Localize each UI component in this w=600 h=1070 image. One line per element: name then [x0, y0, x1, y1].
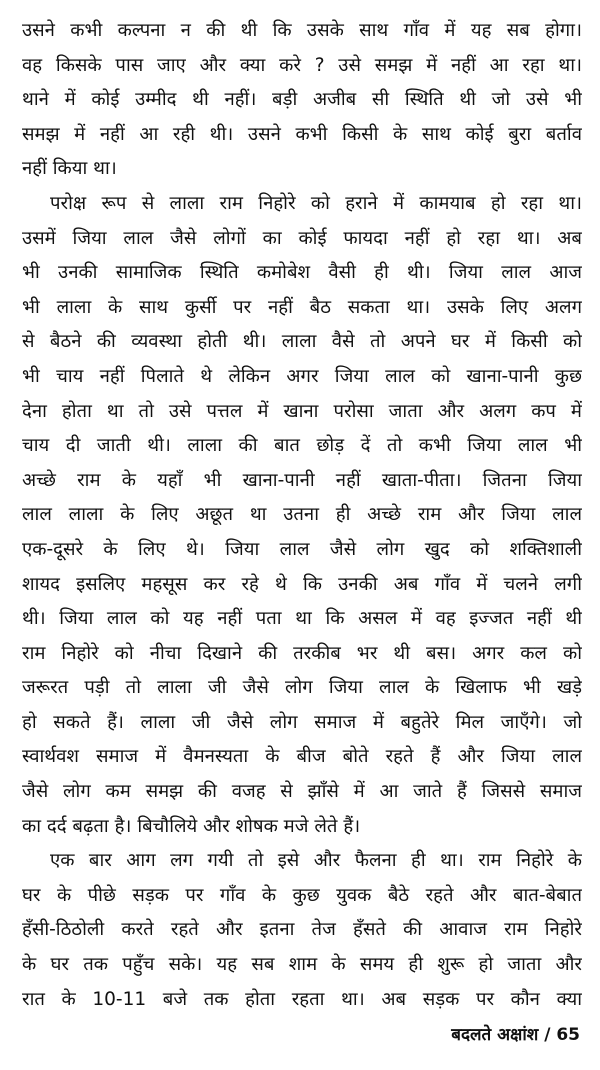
text-line: नहीं किया था। [22, 158, 117, 180]
page-footer: बदलते अक्षांश / 65 [451, 1025, 580, 1045]
text-line: के घर तक पहुँच सके। यह सब शाम के समय ही शुरू हो जाता और [22, 954, 582, 976]
text-line: एक बार आग लग गयी तो इसे और फैलना ही था। राम निहोरे के [50, 850, 582, 872]
text-line: समझ में नहीं आ रही थी। उसने कभी किसी के साथ कोई बुरा बर्ताव [22, 123, 582, 145]
text-line: राम निहोरे को नीचा दिखाने की तरकीब भर थी बस। अगर कल को [22, 642, 582, 664]
text-line: परोक्ष रूप से लाला राम निहोरे को हराने में कामयाब हो रहा था। [50, 192, 582, 214]
text-line: थी। जिया लाल को यह नहीं पता था कि असल में वह इज्जत नहीं थी [22, 608, 582, 630]
text-line: लाल लाला के लिए अछूत था उतना ही अच्छे राम और जिया लाल [22, 504, 582, 526]
text-line: भी उनकी सामाजिक स्थिति कमोबेश वैसी ही थी। जिया लाल आज [22, 262, 582, 284]
text-line: उसने कभी कल्पना न की थी कि उसके साथ गाँव में यह सब होगा। [22, 20, 582, 41]
text-line: घर के पीछे सड़क पर गाँव के कुछ युवक बैठे रहते और बात-बेबात [22, 884, 582, 906]
text-line: थाने में कोई उम्मीद थी नहीं। बड़ी अजीब सी स्थिति थी जो उसे भी [22, 89, 582, 111]
text-line: चाय दी जाती थी। लाला की बात छोड़ दें तो कभी जिया लाल भी [22, 435, 582, 457]
text-line: हँसी-ठिठोली करते रहते और इतना तेज हँसते की आवाज राम निहोरे [22, 919, 582, 941]
text-line: रात के 10-11 बजे तक होता रहता था। अब सड़क पर कौन क्या [22, 988, 582, 1010]
text-line: एक-दूसरे के लिए थे। जिया लाल जैसे लोग खुद को शक्तिशाली [22, 538, 582, 560]
text-line: भी चाय नहीं पिलाते थे लेकिन अगर जिया लाल को खाना-पानी कुछ [22, 365, 582, 387]
text-line: अच्छे राम के यहाँ भी खाना-पानी नहीं खाता-पीता। जितना जिया [22, 469, 582, 491]
text-line: का दर्द बढ़ता है। बिचौलिये और शोषक मजे लेते हैं। [22, 815, 361, 837]
text-line: भी लाला के साथ कुर्सी पर नहीं बैठ सकता था। उसके लिए अलग [22, 296, 582, 318]
text-line: हो सकते हैं। लाला जी जैसे लोग समाज में बहुतेरे मिल जाएँगे। जो [22, 711, 582, 733]
text-line: से बैठने की व्यवस्था होती थी। लाला वैसे तो अपने घर में किसी को [22, 331, 582, 353]
body-text [22, 14, 582, 1017]
text-line: उसमें जिया लाल जैसे लोगों का कोई फायदा नहीं हो रहा था। अब [22, 227, 582, 249]
text-line: शायद इसलिए महसूस कर रहे थे कि उनकी अब गाँव में चलने लगी [22, 573, 582, 595]
text-line: जैसे लोग कम समझ की वजह से झाँसे में आ जाते हैं जिससे समाज [22, 781, 582, 803]
text-line: वह किसके पास जाए और क्या करे ? उसे समझ में नहीं आ रहा था। [22, 54, 582, 76]
text-line: जरूरत पड़ी तो लाला जी जैसे लोग जिया लाल के खिलाफ भी खड़े [22, 677, 582, 699]
text-line: स्वार्थवश समाज में वैमनस्यता के बीज बोते रहते हैं और जिया लाल [22, 746, 582, 768]
text-line: देना होता था तो उसे पत्तल में खाना परोसा जाता और अलग कप में [22, 400, 582, 422]
